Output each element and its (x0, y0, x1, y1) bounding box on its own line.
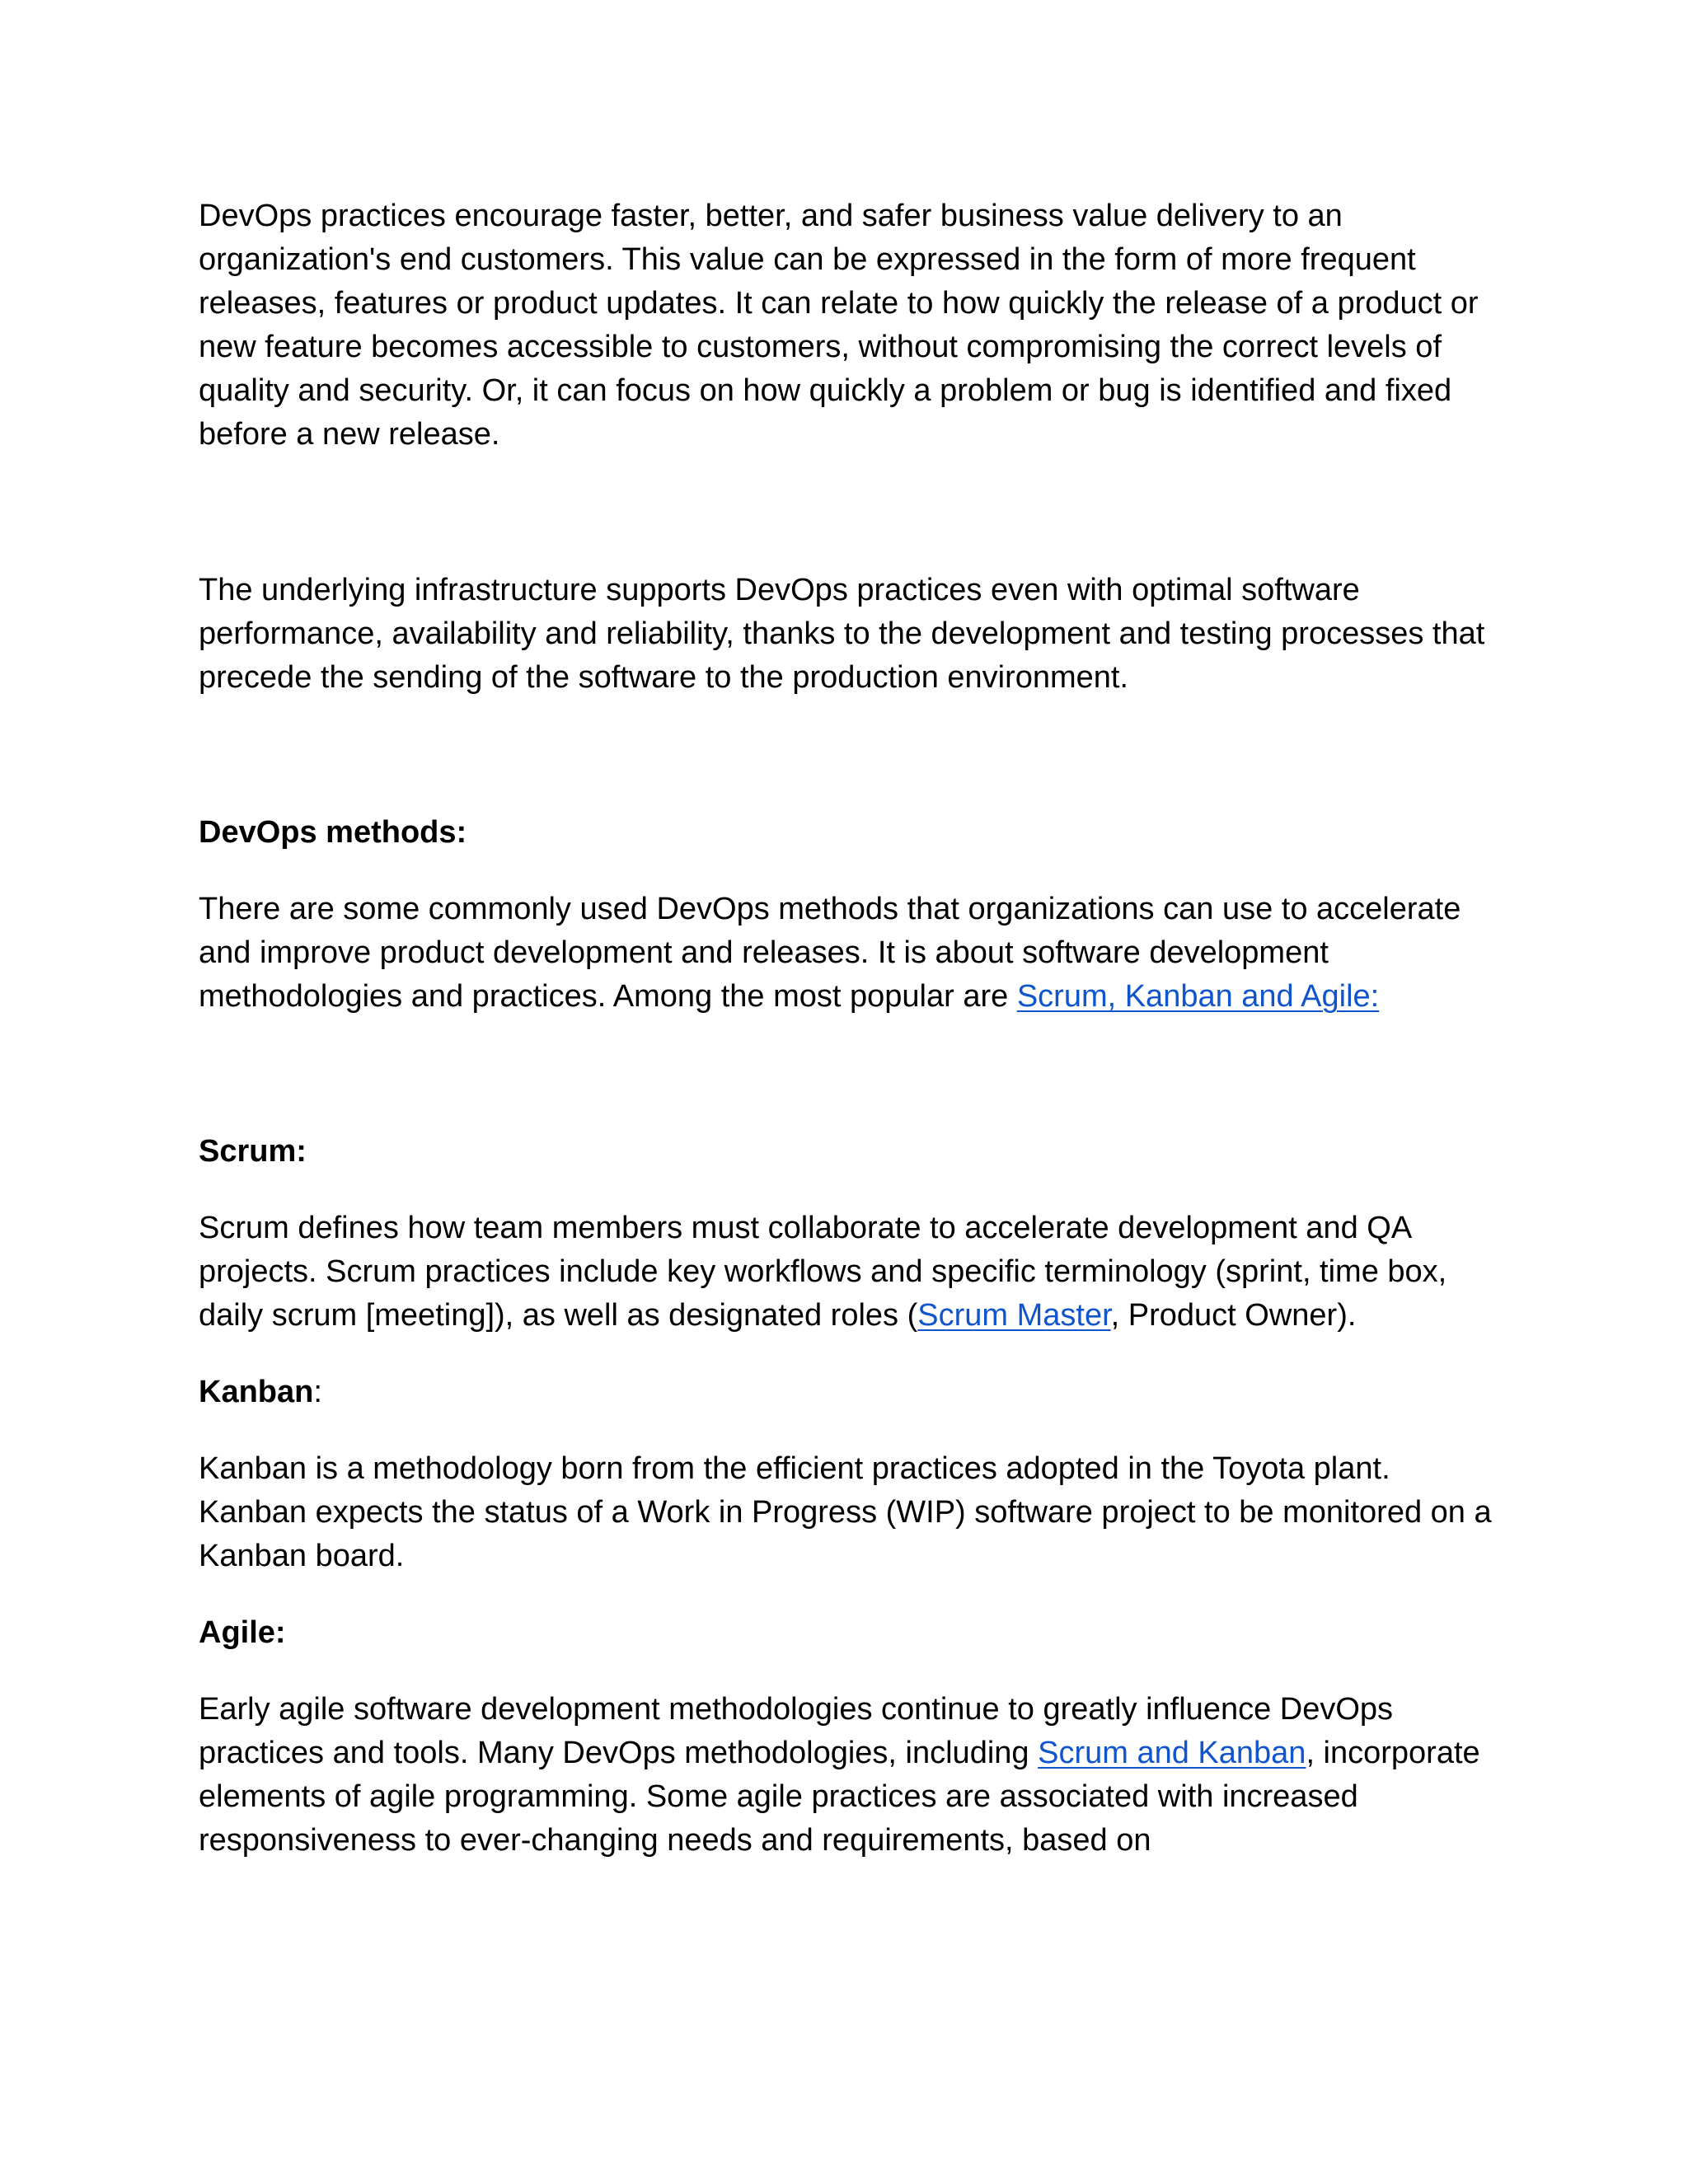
agile-paragraph (199, 1688, 1501, 1863)
kanban-heading: Kanban (199, 1375, 314, 1409)
agile-heading: Agile: (199, 1615, 286, 1650)
kanban-heading-colon: : (313, 1375, 322, 1409)
document-page (199, 194, 1501, 1863)
agile-text-after: , incorporate elements of agile programming. Some agile practices are associated with increased responsiveness to ever-changing needs and requirements, based on (199, 1736, 1480, 1858)
agile-text-before: Early agile software development methodologies continue to greatly influence DevOps practices and tools. Many DevOps methodologies, including (199, 1692, 1394, 1770)
kanban-heading-line (199, 1371, 1501, 1414)
devops-methods-heading: DevOps methods: (199, 815, 467, 850)
kanban-paragraph: Kanban is a methodology born from the efficient practices adopted in the Toyota plant. Kanban expects the status of a Work in Progress (WIP) software project to be monitored on a Kanban board. (199, 1451, 1492, 1573)
scrum-text-before: Scrum defines how team members must collaborate to accelerate development and QA projects. Scrum practices include key workflows and specific terminology (sprint, time box, daily scrum [meeting]), as well as designated roles ( (199, 1211, 1447, 1333)
scrum-master-link[interactable]: Scrum Master (917, 1298, 1111, 1333)
scrum-and-kanban-link[interactable]: Scrum and Kanban (1038, 1736, 1306, 1770)
scrum-kanban-agile-link[interactable]: Scrum, Kanban and Agile: (1016, 979, 1380, 1014)
scrum-paragraph (199, 1207, 1501, 1338)
infrastructure-paragraph: The underlying infrastructure supports DevOps practices even with optimal software performance, availability and reliability, thanks to the development and testing processes that precede the sending of the software to the production environment. (199, 573, 1485, 695)
intro-paragraph: DevOps practices encourage faster, better, and safer business value delivery to an organization's end customers. This value can be expressed in the form of more frequent releases, features or product updates. It can relate to how quickly the release of a product or new feature becomes accessible to customers, without compromising the correct levels of quality and security. Or, it can focus on how quickly a problem or bug is identified and fixed before a new release. (199, 199, 1479, 452)
scrum-heading: Scrum: (199, 1134, 307, 1169)
scrum-text-after: , Product Owner). (1110, 1298, 1357, 1333)
devops-methods-text: There are some commonly used DevOps methods that organizations can use to accelerate and improve product development and releases. It is about software development methodologies and practices. Among the most popular are (199, 892, 1461, 1014)
devops-methods-paragraph (199, 888, 1501, 1019)
